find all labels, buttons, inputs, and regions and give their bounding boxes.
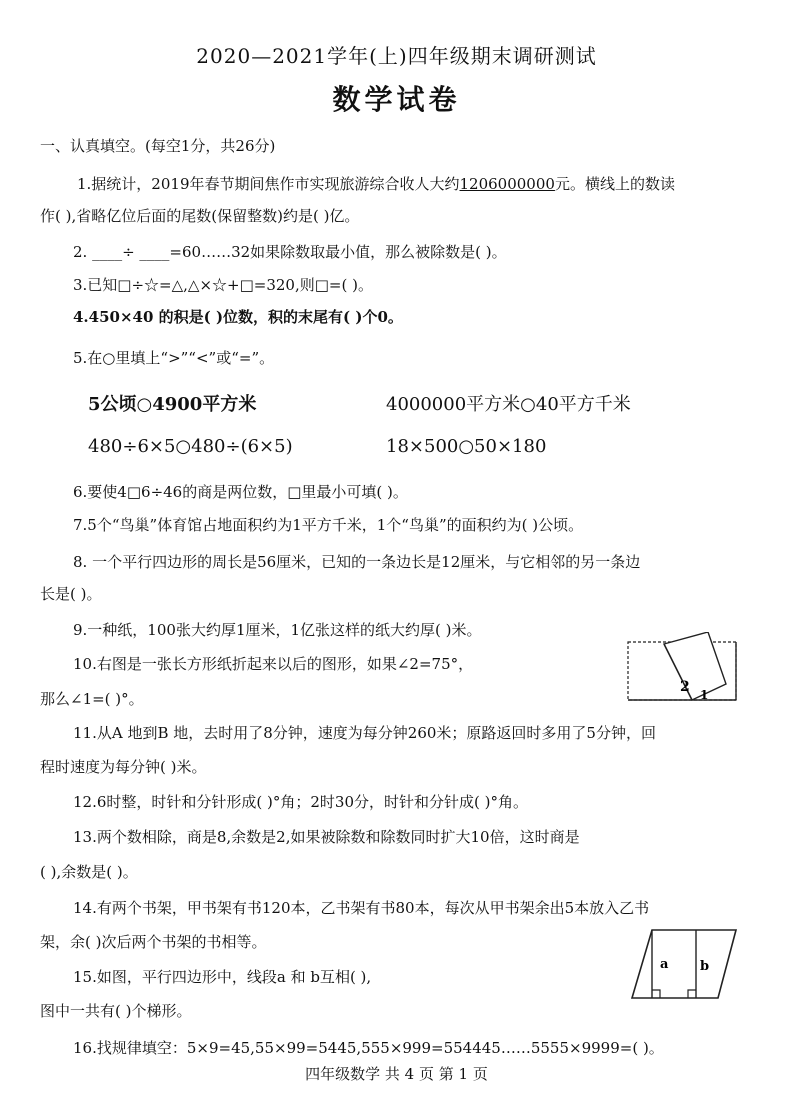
question-5-item-d: 18×500○50×180: [386, 436, 547, 457]
question-5-item-b: 4000000平方米○40平方千米: [386, 394, 631, 415]
question-6: 6.要使4□6÷46的商是两位数，□里最小可填( )。: [73, 483, 408, 501]
question-8-line-1: 8. 一个平行四边形的周长是56厘米，已知的一条边长是12厘米，与它相邻的另一条边: [73, 553, 641, 571]
question-1-text-a: 1.据统计，2019年春节期间焦作市实现旅游综合收人大约: [77, 175, 460, 193]
question-14-line-1: 14.有两个书架，甲书架有书120本，乙书架有书80本，每次从甲书架余出5本放入乙书: [73, 899, 650, 917]
segment-b-label: b: [700, 959, 710, 974]
question-1-number: 1206000000: [459, 175, 555, 193]
question-10-line-1: 10.右图是一张长方形纸折起来以后的图形，如果∠2=75°，: [73, 655, 474, 673]
question-11-line-1: 11.从A 地到B 地，去时用了8分钟，速度为每分钟260米；原路返回时多用了5分钟，回: [73, 724, 656, 742]
question-1-line-2: 作( ),省略亿位后面的尾数(保留整数)约是( )亿。: [40, 207, 360, 225]
question-9: 9.一种纸，100张大约厚1厘米，1亿张这样的纸大约厚( )米。: [73, 621, 482, 639]
question-5-item-c: 480÷6×5○480÷(6×5): [88, 436, 293, 457]
exam-subtitle: 数学试卷: [332, 83, 461, 116]
question-15-line-1: 15.如图，平行四边形中，线段a 和 b互相( ),: [73, 968, 372, 986]
question-13-line-1: 13.两个数相除，商是8,余数是2,如果被除数和除数同时扩大10倍，这时商是: [73, 828, 580, 846]
question-10-line-2: 那么∠1=( )°。: [40, 690, 144, 708]
question-13-line-2: ( ),余数是( )。: [40, 863, 138, 881]
question-5-item-a: 5公顷○4900平方米: [88, 394, 257, 415]
parallelogram-figure: [630, 926, 742, 1002]
segment-a-label: a: [660, 957, 669, 972]
question-12: 12.6时整，时针和分针形成( )°角；2时30分，时针和分针成( )°角。: [73, 793, 528, 811]
question-3: 3.已知□÷☆=△,△×☆+□=320,则□=( )。: [73, 276, 373, 294]
page-footer: 四年级数学 共 4 页 第 1 页: [305, 1065, 488, 1083]
angle-1-label: 1: [700, 688, 709, 702]
question-14-line-2: 架，余( )次后两个书架的书相等。: [40, 933, 267, 951]
section-heading: 一、认真填空。(每空1分，共26分): [40, 137, 276, 155]
exam-title: 2020—2021学年(上)四年级期末调研测试: [196, 44, 597, 68]
question-16: 16.找规律填空：5×9=45,55×99=5445,555×999=554445……5555×9999=( )。: [73, 1039, 664, 1057]
question-2: 2. ____÷ ____=60……32如果除数取最小值，那么被除数是( )。: [73, 243, 507, 261]
question-4: 4.450×40 的积是( )位数，积的末尾有( )个0。: [73, 308, 403, 326]
question-8-line-2: 长是( )。: [40, 585, 102, 603]
folded-paper-figure: [622, 632, 742, 704]
question-7: 7.5个“鸟巢”体育馆占地面积约为1平方千米，1个“鸟巢”的面积约为( )公顷。: [73, 516, 584, 534]
question-1-line-1: [77, 174, 675, 194]
question-15-line-2: 图中一共有( )个梯形。: [40, 1002, 192, 1020]
question-1-text-b: 元。横线上的数读: [554, 175, 675, 193]
question-11-line-2: 程时速度为每分钟( )米。: [40, 758, 207, 776]
question-5: 5.在○里填上“>”“<”或“=”。: [73, 349, 275, 367]
angle-2-label: 2: [680, 679, 690, 695]
